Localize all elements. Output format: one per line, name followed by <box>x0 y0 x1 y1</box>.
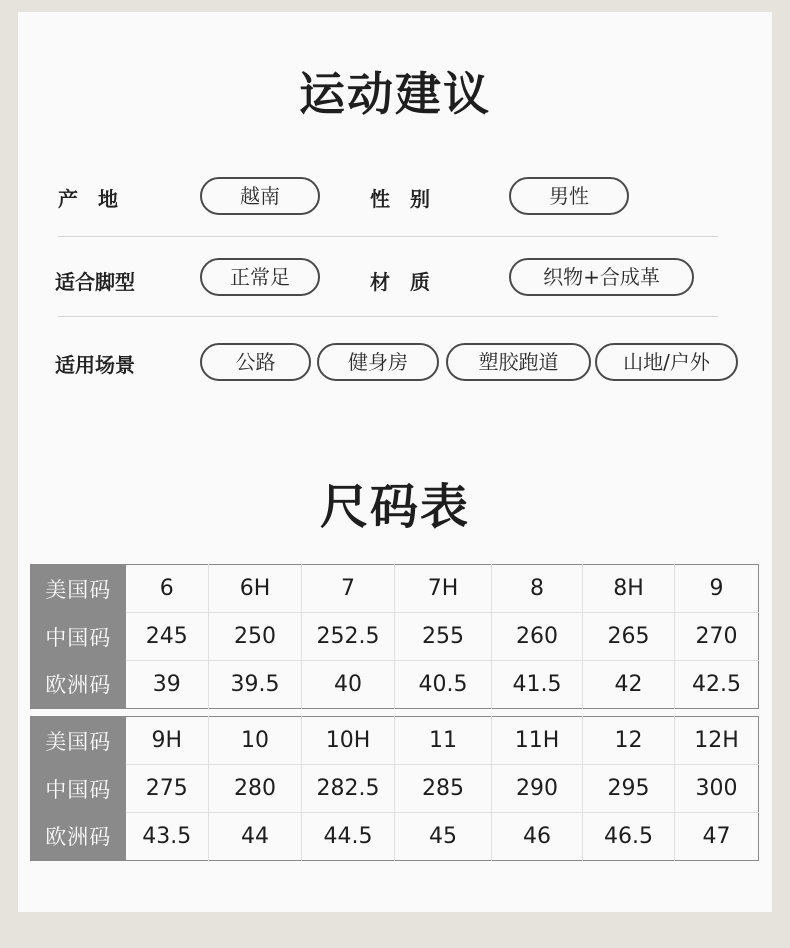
eu-size-header: 欧洲码 <box>31 661 126 709</box>
us-size-header: 美国码 <box>31 717 126 765</box>
us-size-header: 美国码 <box>31 565 126 613</box>
scene-tag: 塑胶跑道 <box>446 343 591 381</box>
us-size-row <box>31 717 759 765</box>
size-cell: 252.5 <box>302 613 395 661</box>
size-cell: 40 <box>302 661 395 709</box>
cn-size-row <box>31 613 759 661</box>
eu-size-row <box>31 661 759 709</box>
sport-advice-title: 运动建议 <box>299 67 491 121</box>
gender-label: 性 别 <box>370 187 430 211</box>
size-cell: 9H <box>126 717 209 765</box>
eu-size-header: 欧洲码 <box>31 813 126 861</box>
size-cell: 265 <box>583 613 675 661</box>
cn-size-row <box>31 765 759 813</box>
cn-size-header: 中国码 <box>31 613 126 661</box>
size-cell: 9 <box>675 565 759 613</box>
gender-value-pill: 男性 <box>509 177 629 215</box>
size-cell: 39 <box>126 661 209 709</box>
size-cell: 12 <box>583 717 675 765</box>
foot-type-label: 适合脚型 <box>55 270 135 294</box>
size-cell: 45 <box>395 813 492 861</box>
size-cell: 255 <box>395 613 492 661</box>
scene-label: 适用场景 <box>55 353 135 377</box>
foot-type-value-pill: 正常足 <box>200 258 320 296</box>
eu-size-row <box>31 813 759 861</box>
size-cell: 8 <box>492 565 583 613</box>
size-cell: 250 <box>209 613 302 661</box>
size-cell: 280 <box>209 765 302 813</box>
origin-value-pill: 越南 <box>200 177 320 215</box>
material-label: 材 质 <box>370 270 430 294</box>
size-cell: 10H <box>302 717 395 765</box>
size-cell: 6 <box>126 565 209 613</box>
size-cell: 290 <box>492 765 583 813</box>
scene-tag: 健身房 <box>317 343 439 381</box>
us-size-row <box>31 565 759 613</box>
size-cell: 245 <box>126 613 209 661</box>
size-table <box>30 716 759 861</box>
size-cell: 275 <box>126 765 209 813</box>
size-cell: 7H <box>395 565 492 613</box>
divider <box>58 316 718 317</box>
size-cell: 270 <box>675 613 759 661</box>
size-cell: 44 <box>209 813 302 861</box>
size-cell: 285 <box>395 765 492 813</box>
size-cell: 11H <box>492 717 583 765</box>
cn-size-header: 中国码 <box>31 765 126 813</box>
size-cell: 7 <box>302 565 395 613</box>
size-cell: 46.5 <box>583 813 675 861</box>
scene-tag: 公路 <box>200 343 311 381</box>
scene-tag: 山地/户外 <box>595 343 738 381</box>
size-chart-title: 尺码表 <box>319 479 470 535</box>
size-cell: 260 <box>492 613 583 661</box>
size-cell: 42 <box>583 661 675 709</box>
size-cell: 8H <box>583 565 675 613</box>
size-cell: 41.5 <box>492 661 583 709</box>
size-cell: 39.5 <box>209 661 302 709</box>
size-cell: 40.5 <box>395 661 492 709</box>
size-cell: 12H <box>675 717 759 765</box>
size-cell: 44.5 <box>302 813 395 861</box>
divider <box>58 236 718 237</box>
size-cell: 300 <box>675 765 759 813</box>
size-cell: 6H <box>209 565 302 613</box>
origin-label: 产 地 <box>58 187 118 211</box>
size-cell: 282.5 <box>302 765 395 813</box>
size-cell: 10 <box>209 717 302 765</box>
size-table <box>30 564 759 709</box>
size-cell: 47 <box>702 824 731 849</box>
size-cell: 295 <box>583 765 675 813</box>
size-cell: 11 <box>395 717 492 765</box>
size-cell: 46 <box>492 813 583 861</box>
size-cell: 43.5 <box>126 813 209 861</box>
material-value-pill: 织物+合成革 <box>509 258 694 296</box>
size-cell: 42.5 <box>692 672 741 697</box>
